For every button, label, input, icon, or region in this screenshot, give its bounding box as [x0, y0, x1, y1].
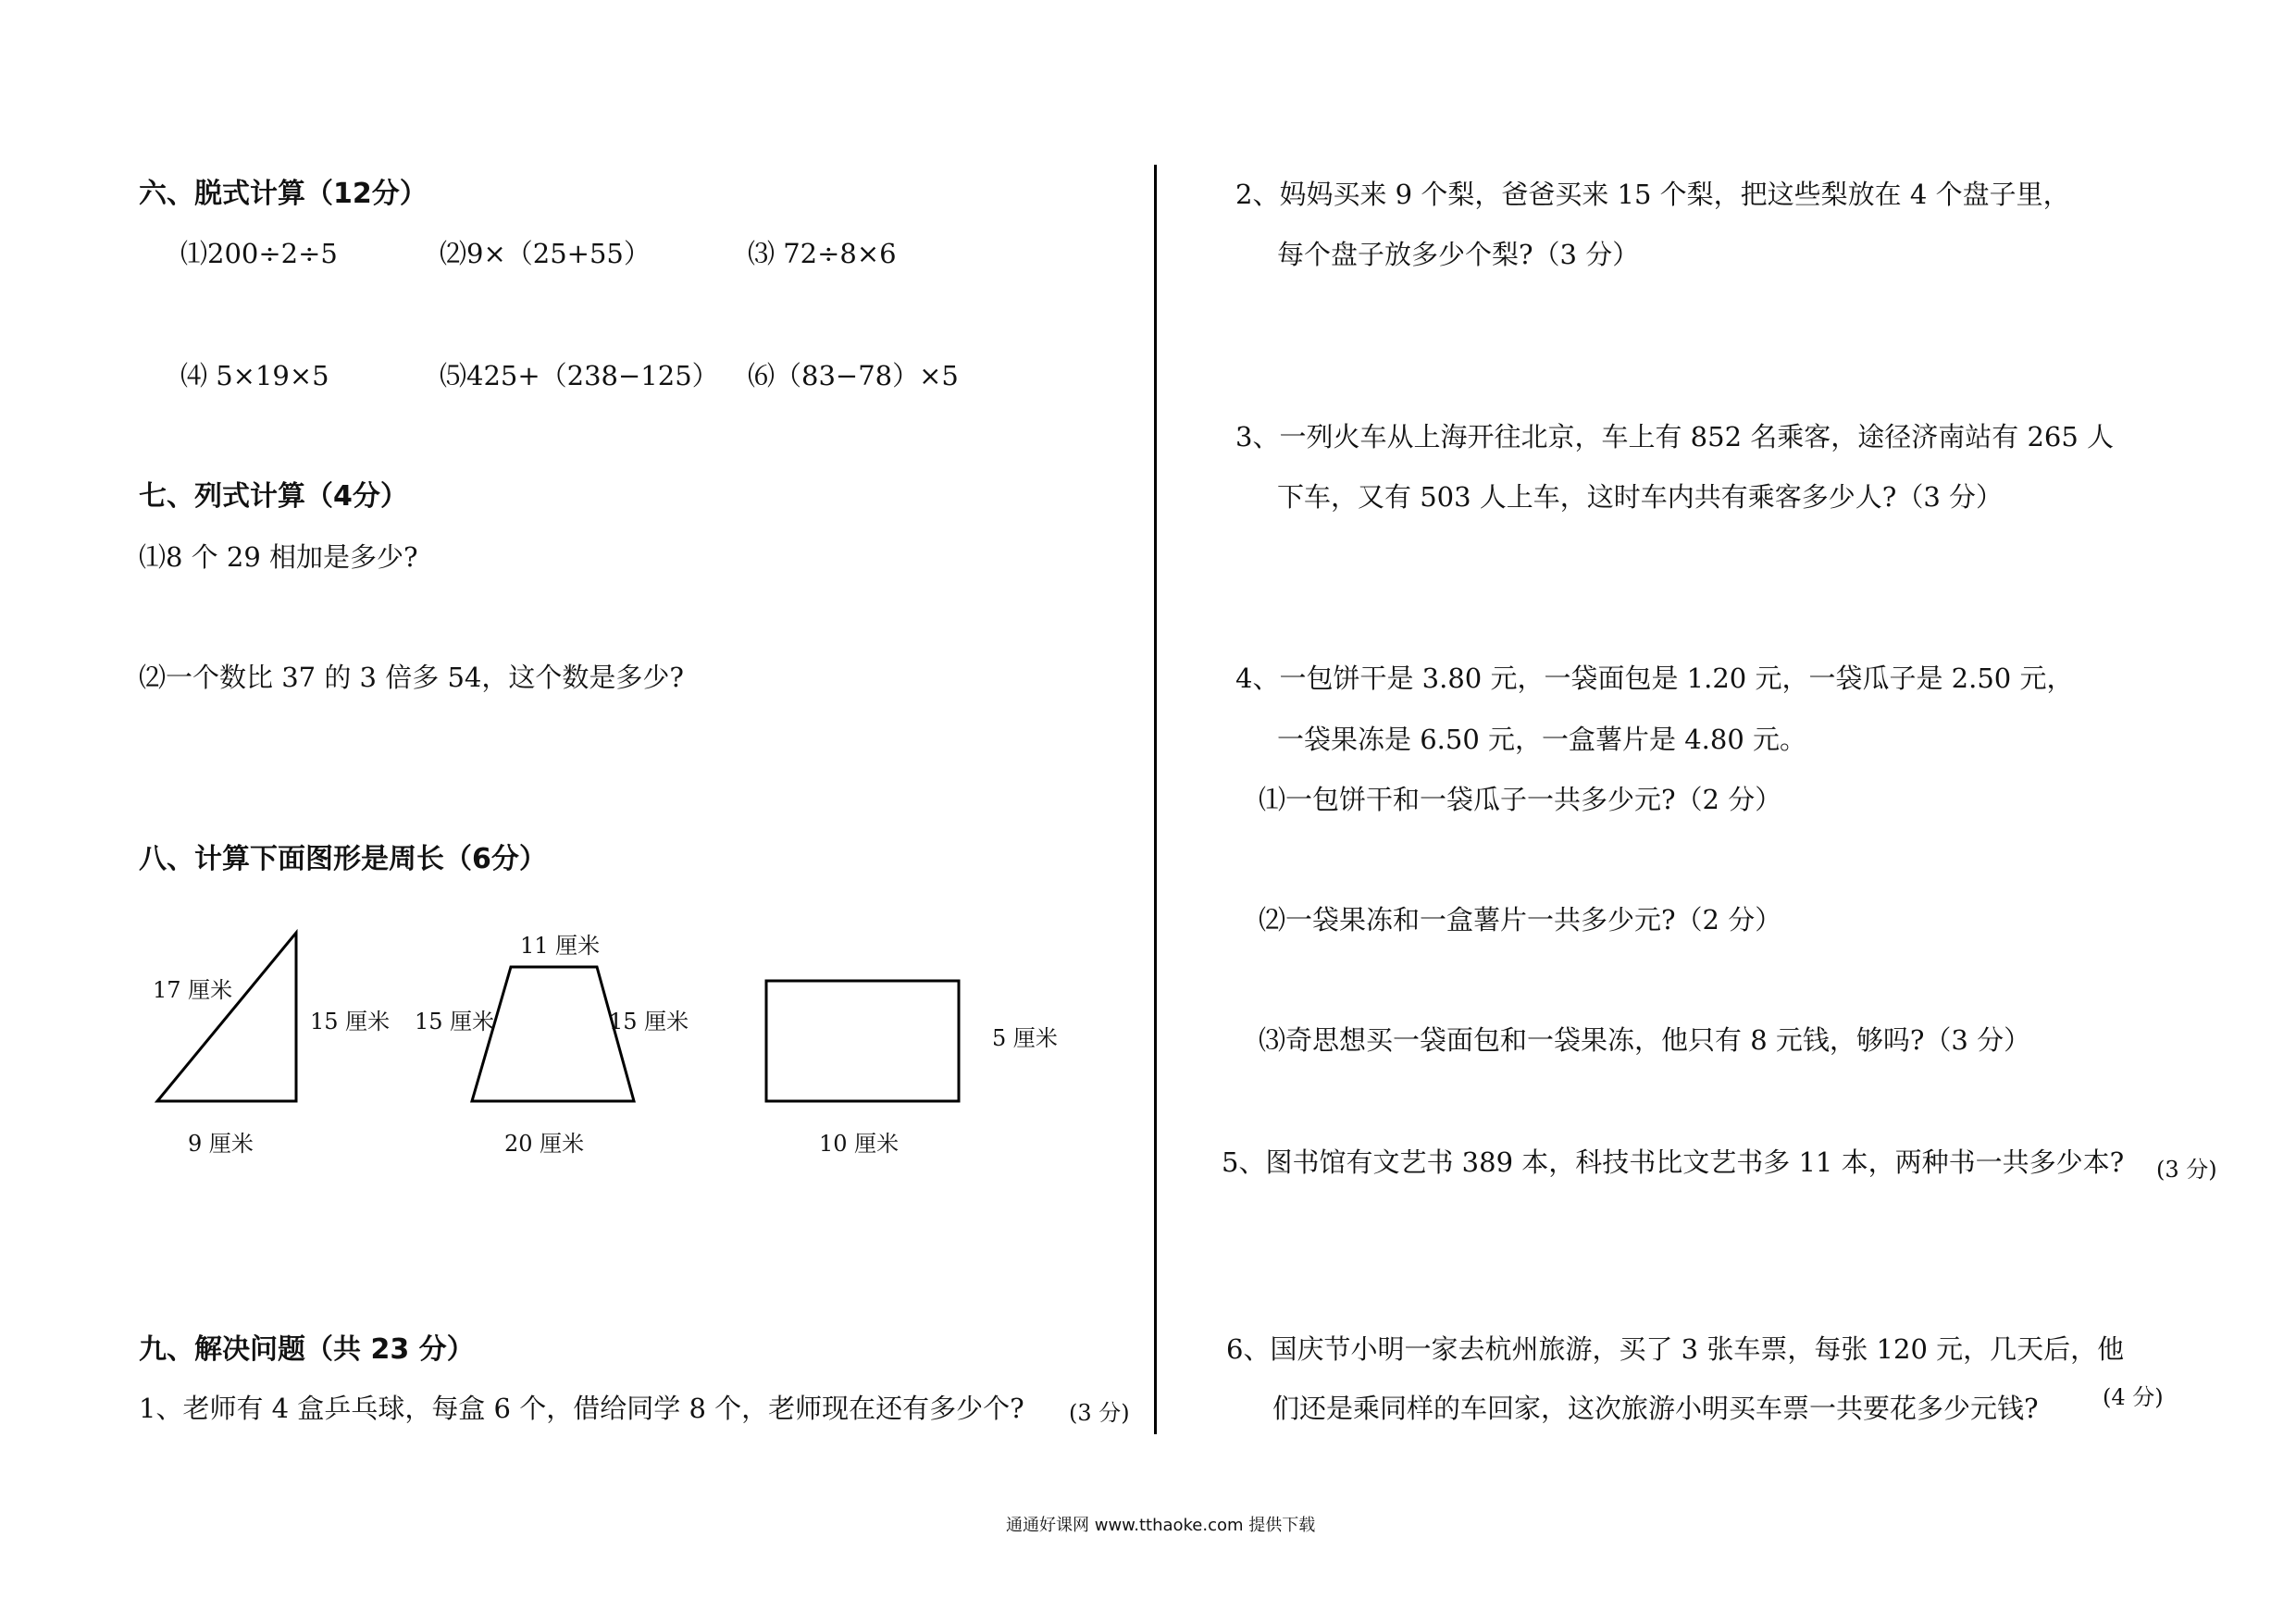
problem-2-line-2: 每个盘子放多少个梨?（3 分）: [1277, 239, 1640, 270]
problem-3-line-2: 下车，又有 503 人上车，这时车内共有乘客多少人?（3 分）: [1277, 481, 2004, 513]
problem-4-sub-2: ⑵一袋果冻和一盒薯片一共多少元?（2 分）: [1259, 904, 1782, 935]
problem-4-sub-3: ⑶奇思想买一袋面包和一袋果冻，他只有 8 元钱，够吗?（3 分）: [1259, 1024, 2031, 1056]
calc-item-4: ⑷ 5×19×5: [180, 360, 329, 391]
column-divider: [1154, 165, 1157, 1434]
section7-question-2: ⑵一个数比 37 的 3 倍多 54，这个数是多少?: [139, 662, 684, 693]
section8-title: 八、计算下面图形是周长（6分）: [139, 843, 547, 875]
triangle-hypotenuse-label: 17 厘米: [153, 977, 233, 1003]
problem-5-score: (3 分): [2156, 1157, 2217, 1183]
trapezoid-right-label: 15 厘米: [609, 1009, 689, 1035]
calc-item-1: ⑴200÷2÷5: [180, 238, 338, 269]
calc-item-6: ⑹（83−78）×5: [748, 360, 959, 391]
calc-item-2: ⑵9×（25+55）: [440, 238, 651, 269]
trapezoid-top-label: 11 厘米: [520, 933, 601, 959]
problem-1: 1、老师有 4 盒乒乓球，每盒 6 个，借给同学 8 个，老师现在还有多少个?: [139, 1393, 1024, 1424]
problem-2-line-1: 2、妈妈买来 9 个梨，爸爸买来 15 个梨，把这些梨放在 4 个盘子里，: [1235, 179, 2070, 210]
triangle-base-label: 9 厘米: [188, 1131, 254, 1157]
problem-5: 5、图书馆有文艺书 389 本，科技书比文艺书多 11 本，两种书一共多少本?: [1222, 1146, 2125, 1178]
rectangle-height-label: 5 厘米: [992, 1025, 1058, 1051]
trapezoid-left-label: 15 厘米: [415, 1009, 495, 1035]
problem-1-score: (3 分): [1069, 1400, 1130, 1426]
trapezoid-bottom-label: 20 厘米: [504, 1131, 585, 1157]
problem-4-line-2: 一袋果冻是 6.50 元，一盒薯片是 4.80 元。: [1277, 724, 1807, 755]
section6-title: 六、脱式计算（12分）: [139, 178, 428, 210]
calc-item-5: ⑸425+（238−125）: [440, 360, 719, 391]
rectangle-figure: [766, 981, 959, 1101]
footer-source: 通通好课网 www.tthaoke.com 提供下载: [1006, 1516, 1316, 1535]
problem-6-score: (4 分): [2103, 1384, 2164, 1410]
problem-6-line-1: 6、国庆节小明一家去杭州旅游，买了 3 张车票，每张 120 元，几天后，他: [1226, 1333, 2125, 1365]
problem-3-line-1: 3、一列火车从上海开往北京，车上有 852 名乘客，途径济南站有 265 人: [1235, 421, 2115, 452]
triangle-figure: [157, 933, 296, 1101]
problem-6-line-2: 们还是乘同样的车回家，这次旅游小明买车票一共要花多少元钱?: [1272, 1393, 2039, 1424]
calc-item-3: ⑶ 72÷8×6: [748, 238, 897, 269]
section7-title: 七、列式计算（4分）: [139, 480, 408, 513]
problem-4-sub-1: ⑴一包饼干和一袋瓜子一共多少元?（2 分）: [1259, 784, 1782, 815]
rectangle-width-label: 10 厘米: [819, 1131, 900, 1157]
problem-4-line-1: 4、一包饼干是 3.80 元，一袋面包是 1.20 元，一袋瓜子是 2.50 元，: [1235, 663, 2074, 694]
section9-title: 九、解决问题（共 23 分）: [139, 1333, 475, 1366]
triangle-side-label: 15 厘米: [310, 1009, 391, 1035]
section7-question-1: ⑴8 个 29 相加是多少?: [139, 541, 418, 573]
